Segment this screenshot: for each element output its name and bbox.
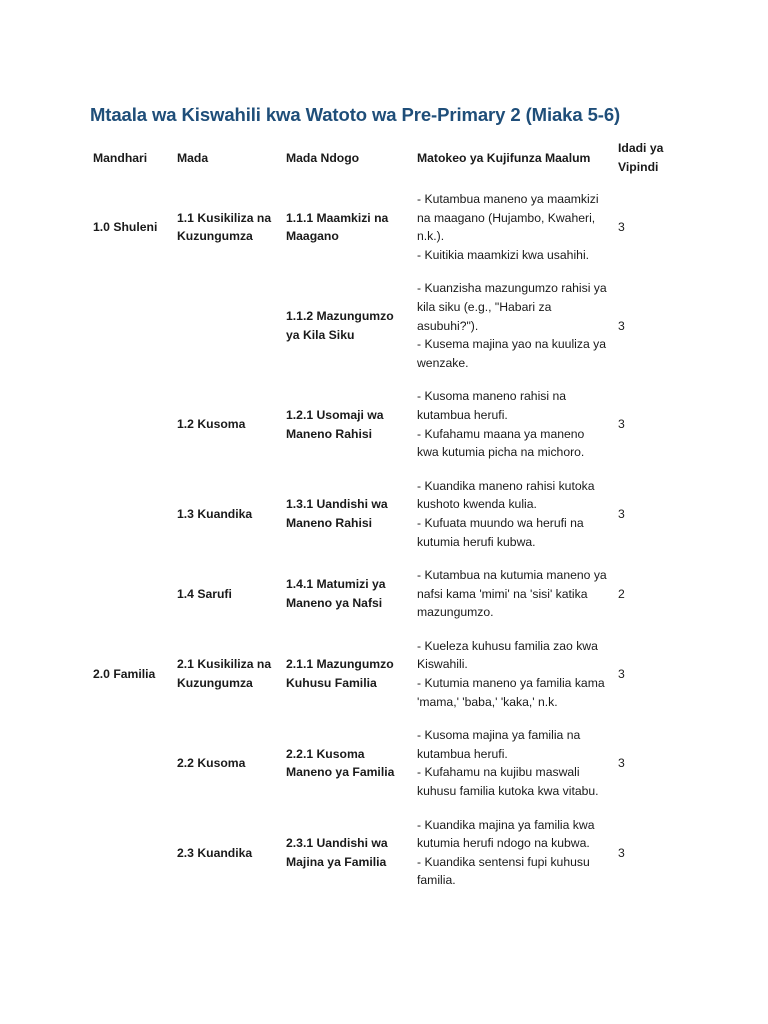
header-mandhari: Mandhari — [93, 150, 148, 165]
cell-mada-ndogo: 1.4.1 Matumizi ya Maneno ya Nafsi — [286, 577, 386, 610]
cell-vipindi: 3 — [618, 219, 625, 234]
curriculum-table — [88, 134, 675, 897]
table-header-row — [88, 134, 675, 182]
cell-mandhari: 2.0 Familia — [93, 666, 156, 681]
cell-mada: 2.2 Kusoma — [177, 756, 246, 771]
table-row — [88, 379, 675, 468]
cell-mada-ndogo: 2.3.1 Uandishi wa Majina ya Familia — [286, 836, 388, 869]
cell-mandhari — [88, 718, 172, 807]
cell-mandhari — [88, 808, 172, 897]
header-mada-ndogo: Mada Ndogo — [286, 150, 360, 165]
cell-mada: 2.3 Kuandika — [177, 845, 253, 860]
table-row — [88, 271, 675, 379]
cell-mada-ndogo: 2.2.1 Kusoma Maneno ya Familia — [286, 746, 395, 780]
table-row — [88, 629, 675, 718]
cell-matokeo: - Kutambua maneno ya maamkizi na maagano (Hujambo, Kwaheri, n.k.). - Kuitikia maamkizi kwa usahihi. — [417, 192, 599, 262]
cell-mada: 1.2 Kusoma — [177, 417, 246, 432]
cell-mada: 1.1 Kusikiliza na Kuzungumza — [177, 210, 272, 244]
cell-matokeo: - Kusoma maneno rahisi na kutambua herufi. - Kufahamu maana ya maneno kwa kutumia picha na michoro. — [417, 389, 585, 460]
cell-matokeo: - Kueleza kuhusu familia zao kwa Kiswahili. - Kutumia maneno ya familia kama 'mama,' 'baba,' 'kaka,' n.k. — [417, 638, 605, 709]
cell-vipindi: 3 — [618, 666, 625, 681]
header-matokeo: Matokeo ya Kujifunza Maalum — [417, 150, 591, 165]
cell-mada-ndogo: 1.1.2 Mazungumzo ya Kila Siku — [286, 309, 394, 342]
cell-mada-ndogo: 1.2.1 Usomaji wa Maneno Rahisi — [286, 407, 384, 441]
header-vipindi: Idadi ya Vipindi — [618, 141, 664, 174]
cell-matokeo: - Kusoma majina ya familia na kutambua herufi. - Kufahamu na kujibu maswali kuhusu familia kutoka kwa vitabu. — [417, 728, 599, 799]
cell-mada: 2.1 Kusikiliza na Kuzungumza — [177, 657, 272, 691]
cell-mada-ndogo: 1.3.1 Uandishi wa Maneno Rahisi — [286, 497, 388, 530]
cell-mandhari — [88, 469, 172, 558]
cell-mandhari — [88, 379, 172, 468]
cell-mada-ndogo: 2.1.1 Mazungumzo Kuhusu Familia — [286, 657, 394, 691]
table-row — [88, 718, 675, 807]
document-title: Mtaala wa Kiswahili kwa Watoto wa Pre-Primary 2 (Miaka 5-6) — [90, 104, 621, 125]
table-row — [88, 469, 675, 558]
cell-mada-ndogo: 1.1.1 Maamkizi na Maagano — [286, 210, 389, 244]
cell-vipindi: 3 — [618, 506, 625, 521]
cell-mandhari: 1.0 Shuleni — [93, 219, 158, 234]
cell-vipindi: 3 — [618, 417, 625, 432]
table-row — [88, 558, 675, 629]
cell-vipindi: 3 — [618, 756, 625, 771]
cell-matokeo: - Kuanzisha mazungumzo rahisi ya kila siku (e.g., "Habari za asubuhi?"). - Kusema majina yao na kuuliza ya wenzake. — [417, 281, 607, 370]
table-row — [88, 182, 675, 271]
cell-mada: 1.4 Sarufi — [177, 586, 232, 601]
cell-vipindi: 3 — [618, 845, 625, 860]
cell-mada: 1.3 Kuandika — [177, 506, 253, 521]
cell-matokeo: - Kuandika majina ya familia kwa kutumia herufi ndogo na kubwa. - Kuandika sentensi fupi kuhusu familia. — [417, 817, 595, 888]
cell-mandhari — [88, 558, 172, 629]
cell-matokeo: - Kutambua na kutumia maneno ya nafsi kama 'mimi' na 'sisi' katika mazungumzo. — [417, 568, 607, 620]
table-row — [88, 808, 675, 897]
header-mada: Mada — [177, 150, 209, 165]
cell-mada — [172, 271, 281, 379]
cell-mandhari — [88, 271, 172, 379]
cell-vipindi: 2 — [618, 586, 625, 601]
cell-matokeo: - Kuandika maneno rahisi kutoka kushoto kwenda kulia. - Kufuata muundo wa herufi na kutumia herufi kubwa. — [417, 478, 595, 549]
cell-vipindi: 3 — [618, 318, 625, 333]
